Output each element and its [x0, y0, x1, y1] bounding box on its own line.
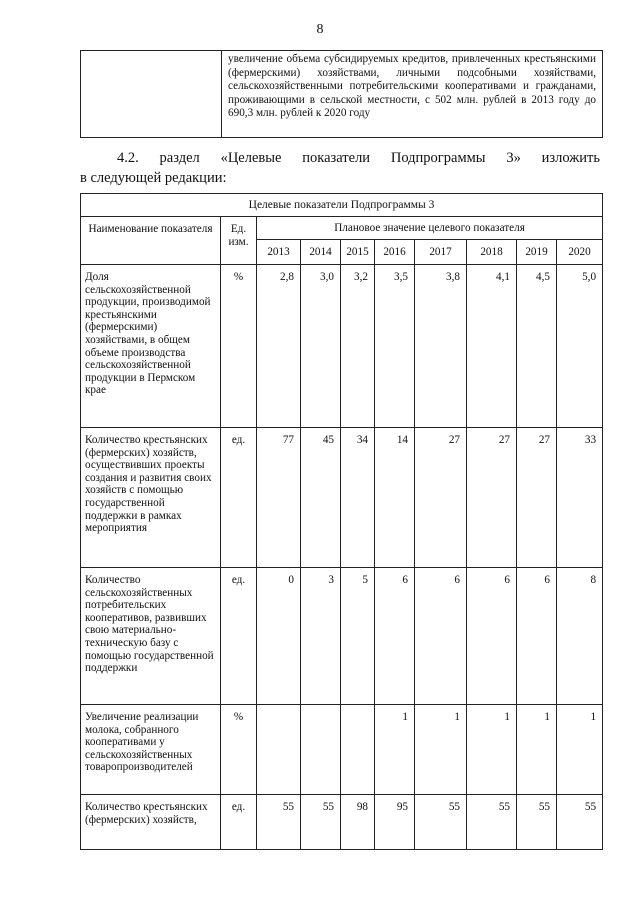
year-header: 2013	[257, 240, 301, 265]
year-header: 2014	[301, 240, 341, 265]
indicator-value: 1	[467, 705, 517, 795]
indicator-unit: %	[221, 265, 257, 428]
indicator-value: 5	[341, 568, 375, 705]
indicator-name: Количество крестьянских (фермерских) хозяйств,	[81, 795, 221, 850]
indicator-unit: ед.	[221, 568, 257, 705]
indicator-value: 5,0	[557, 265, 603, 428]
indicator-value: 55	[467, 795, 517, 850]
year-header: 2019	[517, 240, 557, 265]
table-title: Целевые показатели Подпрограммы 3	[81, 194, 603, 217]
column-header-unit: Ед. изм.	[221, 217, 257, 265]
indicator-name: Доля сельскохозяйственной продукции, производимой крестьянскими (фермерскими) хозяйствами, в общем объеме производства сельскохозяйственной продукции в Пермском крае	[81, 265, 221, 428]
indicator-value: 77	[257, 428, 301, 568]
indicator-value: 4,1	[467, 265, 517, 428]
year-header: 2015	[341, 240, 375, 265]
indicator-value: 27	[517, 428, 557, 568]
indicator-value: 3,8	[415, 265, 467, 428]
empty-cell	[81, 51, 222, 137]
table-row	[81, 568, 603, 705]
indicator-value: 6	[415, 568, 467, 705]
page-number: 8	[316, 22, 324, 37]
target-indicators-table	[80, 193, 603, 850]
indicator-value: 14	[375, 428, 415, 568]
indicator-value: 8	[557, 568, 603, 705]
indicator-value: 1	[415, 705, 467, 795]
indicator-value: 45	[301, 428, 341, 568]
indicator-value: 1	[517, 705, 557, 795]
amendment-line-1: 4.2. раздел «Целевые показатели Подпрограммы 3» изложить	[117, 150, 600, 166]
indicator-value: 27	[415, 428, 467, 568]
indicator-value: 4,5	[517, 265, 557, 428]
amendment-line-2: в следующей редакции:	[80, 170, 227, 186]
table-row	[81, 795, 603, 850]
column-header-plan: Плановое значение целевого показателя	[257, 217, 603, 240]
indicator-value: 55	[517, 795, 557, 850]
table-row	[81, 705, 603, 795]
indicator-value: 1	[557, 705, 603, 795]
fragment-text: увеличение объема субсидируемых кредитов, привлеченных крестьянскими (фермерскими) хозяйствами, личными подсобными хозяйствами, сельскохозяйственными потребительскими кооперативами и гражданами, проживающими в сельской местности, с 502 млн. рублей в 2013 году до 690,3 млн. рублей к 2020 году	[228, 53, 596, 120]
indicator-value: 2,8	[257, 265, 301, 428]
indicator-value: 55	[257, 795, 301, 850]
indicator-unit: %	[221, 705, 257, 795]
year-header: 2018	[467, 240, 517, 265]
indicator-value: 3,2	[341, 265, 375, 428]
indicator-value: 55	[415, 795, 467, 850]
indicator-unit: ед.	[221, 428, 257, 568]
indicator-value: 98	[341, 795, 375, 850]
indicator-value: 3	[301, 568, 341, 705]
indicator-value: 55	[301, 795, 341, 850]
indicator-name: Увеличение реализации молока, собранного кооперативами у сельскохозяйственных товаропроизводителей	[81, 705, 221, 795]
indicator-value: 3,0	[301, 265, 341, 428]
table-row	[81, 428, 603, 568]
indicator-value	[301, 705, 341, 795]
year-header: 2016	[375, 240, 415, 265]
indicator-name: Количество крестьянских (фермерских) хозяйств, осуществивших проекты создания и развития своих хозяйств с помощью государственной поддержки в рамках мероприятия	[81, 428, 221, 568]
indicator-value	[341, 705, 375, 795]
year-header: 2017	[415, 240, 467, 265]
indicator-value: 3,5	[375, 265, 415, 428]
indicator-value: 6	[375, 568, 415, 705]
continued-table-fragment	[80, 50, 603, 138]
indicator-value: 6	[517, 568, 557, 705]
amendment-paragraph	[80, 148, 600, 188]
indicator-value: 0	[257, 568, 301, 705]
indicator-value: 55	[557, 795, 603, 850]
table-row	[81, 265, 603, 428]
indicator-name: Количество сельскохозяйственных потребительских кооперативов, развивших свою материально-техническую базу с помощью государственной поддержки	[81, 568, 221, 705]
indicator-unit: ед.	[221, 795, 257, 850]
indicator-value: 1	[375, 705, 415, 795]
indicator-value: 34	[341, 428, 375, 568]
column-header-name: Наименование показателя	[81, 217, 221, 265]
indicator-value: 95	[375, 795, 415, 850]
year-header: 2020	[557, 240, 603, 265]
indicator-value: 27	[467, 428, 517, 568]
indicator-value: 6	[467, 568, 517, 705]
indicator-value: 33	[557, 428, 603, 568]
indicator-value	[257, 705, 301, 795]
